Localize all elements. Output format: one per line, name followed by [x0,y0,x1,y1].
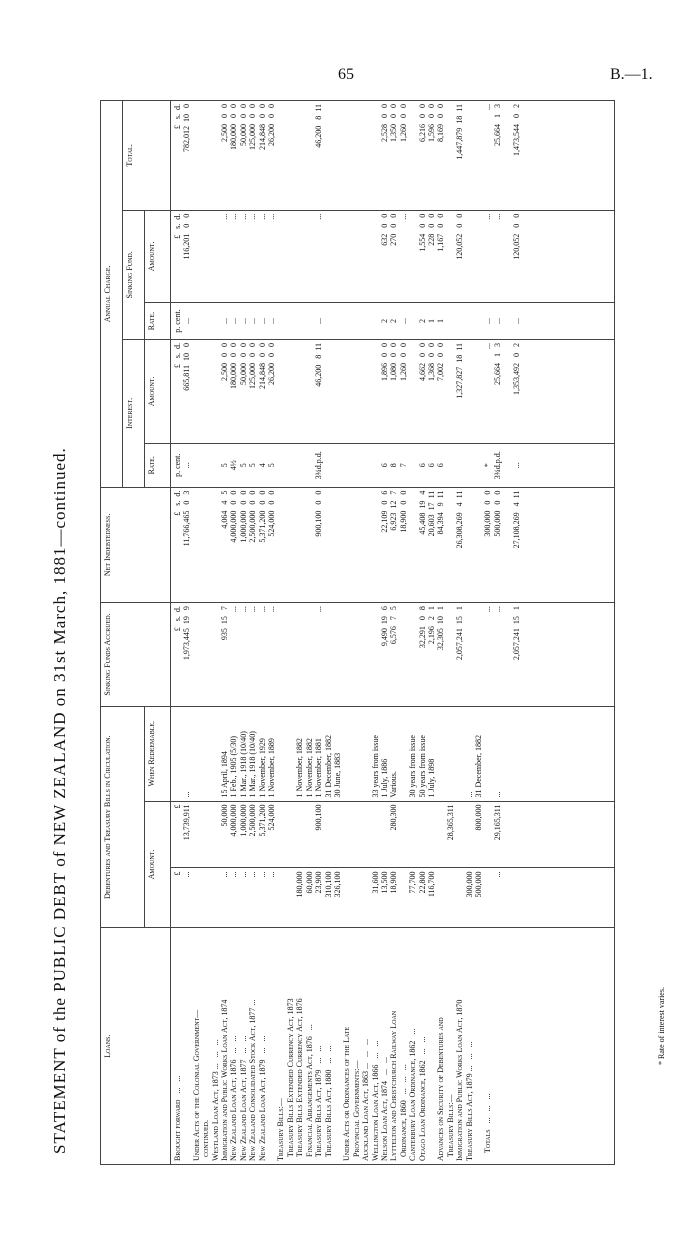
header-interest: Interest. [123,339,145,487]
public-debt-table [100,100,615,1165]
header-total: Total. [123,101,171,211]
document-reference: B.—1. [610,66,653,83]
loans-column: Brought forward ... ... Under Acts of the Colonial Government— continued. Westland Loan Act, 1873 ... ... ... Immigration and Public Works Loan Act, 1874 New Zealand Loan Act, 1876 ... ... New Zealand Loan Act, 1877 ... ... New Zealand Consolidated Stock Act, 1877 ... New Zealand Loan Act, 1879 ... ... Treasury Bills:— Treasury Bills Extended Currency Act, 1873 Treasury Bills Extended Currency Act, 1876 Financial Arrangements Act, 1876 ... Treasury Bills Act, 1879 ... ... Treasury Bills Act, 1880 ... ... Under Acts or Ordinances of the Late Provincial Governments:— Auckland Loan Act, 1863 ... ... ... Wellington Loan Act, 1866 ... ... Nelson Loan Act, 1874 ... ... Lyttelton and Christchurch Railway Loan Ordinance, 1860 ... ... ... Canterbury Loan Ordinance, 1862 ... Otago Loan Ordinance, 1862 ... ... Advances on Security of Debentures and Treasury Bills:— Immigration and Public Works Loan Act, 1870 Treasury Bills Act, 1879 ... ... ... Totals ... ... ... [171,928,615,1165]
interest-rate-column: p. cent. ... 5 4½ 5 5 4 5 3¾d.p.d. 6 8 7 6 6 6 * 3¾d.p.d. ... [171,443,615,487]
header-annual-charge: Annual Charge. [101,101,123,488]
header-loans: Loans. [101,928,171,1165]
header-sinking-funds-accrued: Sinking Funds Accrued. [101,603,171,707]
amount-column-1: £ ... ... ... ... ... ... ... 180,000 60,000 23,900 310,100 326,100 31,600 13,500 18,900 77,700 22,800 116,700 300,000 500,000 ... [171,868,615,928]
header-sinking-fund-rate: Rate. [145,303,171,340]
header-debentures: Debentures and Treasury Bills in Circulation. [101,706,145,928]
sinking-fund-amount-column: £ s. d. 116,201 0 0 ... ... ... ... ... ... ... 632 0 0 270 0 0 ... 1,554 0 0 228 0 0 1,167 0 0 120,052 0 0 ... ... 120,052 0 0 [171,210,615,302]
debt-table-rotated [100,100,615,1165]
page-title: STATEMENT of the PUBLIC DEBT of NEW ZEALAND on 31st March, 1881—continued. [50,447,69,1154]
page-number: 65 [338,66,354,83]
header-sinking-fund: Sinking Fund. [123,210,145,339]
header-amount: Amount. [145,801,171,928]
sinking-fund-rate-column: p. cent. ... ... ... ... ... ... ... ... 2 2 ... 2 1 1 ... ... ... [171,303,615,340]
net-indebtedness-column: £ s. d. 11,766,465 0 3 4,064 4 5 4,000,000 0 0 1,000,000 0 0 2,500,000 0 0 5,371,200 0 0 524,000 0 0 900,100 0 0 22,109 0 6 6,923 12 7 18,900 0 0 45,408 19 4 20,603 17 11 84,394 9 11 26,308,269 4 11 300,000 0 0 500,000 0 0 27,108,269 4 11 [171,487,615,602]
header-interest-amount: Amount. [145,339,171,443]
header-when-redeemable: When Redeemable. [145,706,171,801]
sinking-funds-accrued-column: £ s. d. 1,973,445 19 9 935 15 7 ... ... ... ... ... ... 9,490 19 6 6,576 7 5 32,291 0 8 2,196 2 1 32,305 10 1 2,057,241 15 1 ... ... 2,057,241 15 1 [171,603,615,707]
interest-amount-column: £ s. d. 665,811 10 0 2,500 0 0 180,000 0 0 50,000 0 0 125,000 0 0 214,848 0 0 26,200 0 0 46,200 8 11 1,896 0 0 1,080 0 0 1,260 0 0 4,662 0 0 1,368 0 0 7,002 0 0 1,327,827 18 11 ... 25,664 1 3 1,353,492 0 2 [171,339,615,443]
amount-column-2: £ 13,739,911 50,000 4,000,000 1,000,000 2,500,000 5,371,200 524,000 900,100 280,300 28,365,311 800,000 29,165,311 [171,801,615,868]
when-redeemable-column: ... 15 April, 1894 1 Feb., 1905 (5/30) 1 Mar., 1918 (10/40) 1 Mar., 1918 (10/40) 1 November, 1929 1 November, 1889 1 November, 1882 1 November, 1882 1 November, 1881 31 December, 1882 30 June, 1883 33 years from issue 1 July, 1886 Various. 30 years from issue 50 years from issue 1 July, 1898 ... 31 December, 1882 ... [171,706,615,801]
footnote: * Rate of interest varies. [657,987,666,1065]
header-sinking-fund-amount: Amount. [145,210,171,302]
total-column: £ s. d. 782,012 10 0 2,500 0 0 180,000 0 0 50,000 0 0 125,000 0 0 214,848 0 0 26,200 0 0 46,200 8 11 2,528 0 0 1,350 0 0 1,260 0 0 6,216 0 0 1,596 0 0 8,169 0 0 1,447,879 18 11 ... 25,664 1 3 1,473,544 0 2 [171,101,615,211]
header-interest-rate: Rate. [145,443,171,487]
header-net-indebtedness: Net Indebtedness. [101,487,171,602]
